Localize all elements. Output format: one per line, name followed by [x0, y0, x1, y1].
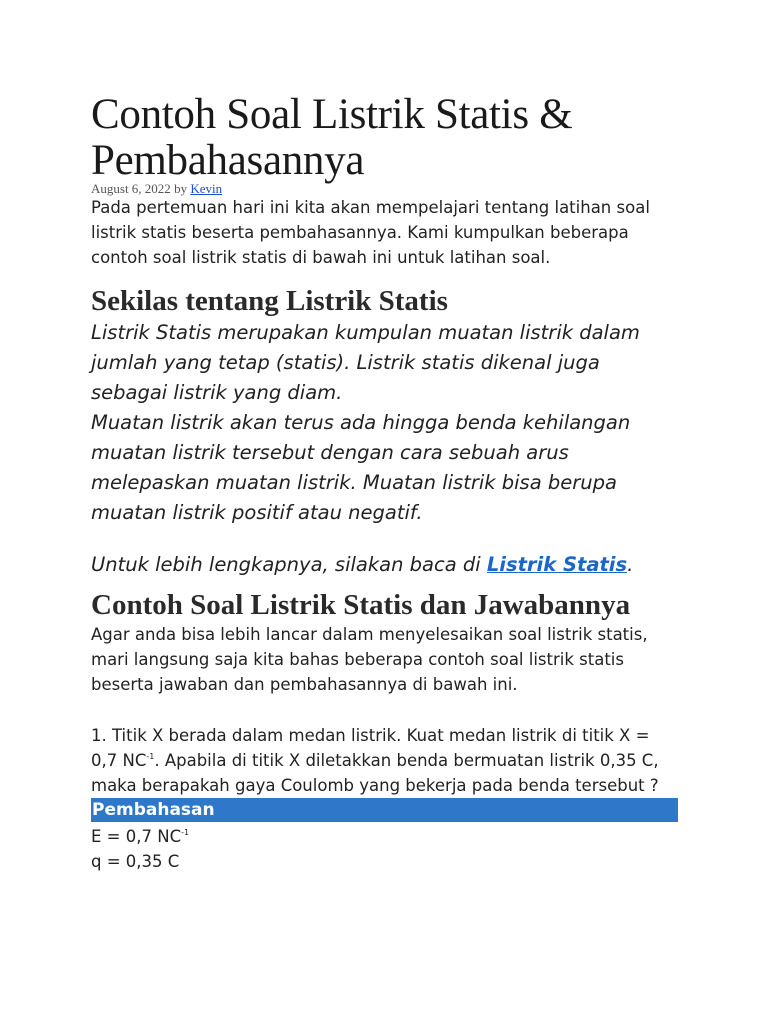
given-e — [91, 824, 678, 849]
solution-header-bar: Pembahasan — [91, 798, 678, 822]
readmore-line — [91, 550, 678, 580]
given-q: q = 0,35 C — [91, 852, 180, 871]
by-label: by — [174, 181, 188, 196]
question-1-text-a: 1. Titik X berada dalam medan listrik. Kuat medan listrik di titik X = 0,7 NC — [91, 726, 650, 770]
readmore-suffix: . — [627, 553, 634, 576]
overview-paragraph-1: Listrik Statis merupakan kumpulan muatan listrik dalam jumlah yang tetap (statis). Listrik statis dikenal juga sebagai listrik yang diam. — [91, 321, 640, 404]
question-1-superscript: -1 — [146, 752, 155, 761]
article-title: Contoh Soal Listrik Statis & Pembahasannya — [91, 91, 573, 184]
question-1-text-b: . Apabila di titik X diletakkan benda bermuatan listrik 0,35 C, maka berapakah gaya Coulomb yang bekerja pada benda tersebut ? — [91, 751, 659, 795]
readmore-link[interactable]: Listrik Statis — [486, 553, 628, 576]
readmore-prefix: Untuk lebih lengkapnya, silakan baca di — [91, 553, 487, 576]
author-link[interactable]: Kevin — [190, 181, 223, 196]
post-date: August 6, 2022 — [91, 181, 171, 196]
examples-intro-paragraph: Agar anda bisa lebih lancar dalam menyelesaikan soal listrik statis, mari langsung saja kita bahas beberapa contoh soal listrik statis beserta jawaban dan pembahasannya di bawah ini. — [91, 625, 648, 694]
intro-paragraph: Pada pertemuan hari ini kita akan mempelajari tentang latihan soal listrik statis beserta pembahasannya. Kami kumpulkan beberapa contoh soal listrik statis di bawah ini untuk latihan soal. — [91, 198, 650, 267]
section-heading-overview: Sekilas tentang Listrik Statis — [91, 285, 448, 317]
question-1 — [91, 723, 678, 798]
section-heading-examples: Contoh Soal Listrik Statis dan Jawabannya — [91, 589, 631, 621]
given-e-superscript: -1 — [181, 828, 190, 837]
overview-paragraph-2: Muatan listrik akan terus ada hingga benda kehilangan muatan listrik tersebut dengan cara sebuah arus melepaskan muatan listrik. Muatan listrik bisa berupa muatan listrik positif atau negatif. — [91, 411, 631, 524]
given-e-text: E = 0,7 NC — [91, 827, 182, 846]
